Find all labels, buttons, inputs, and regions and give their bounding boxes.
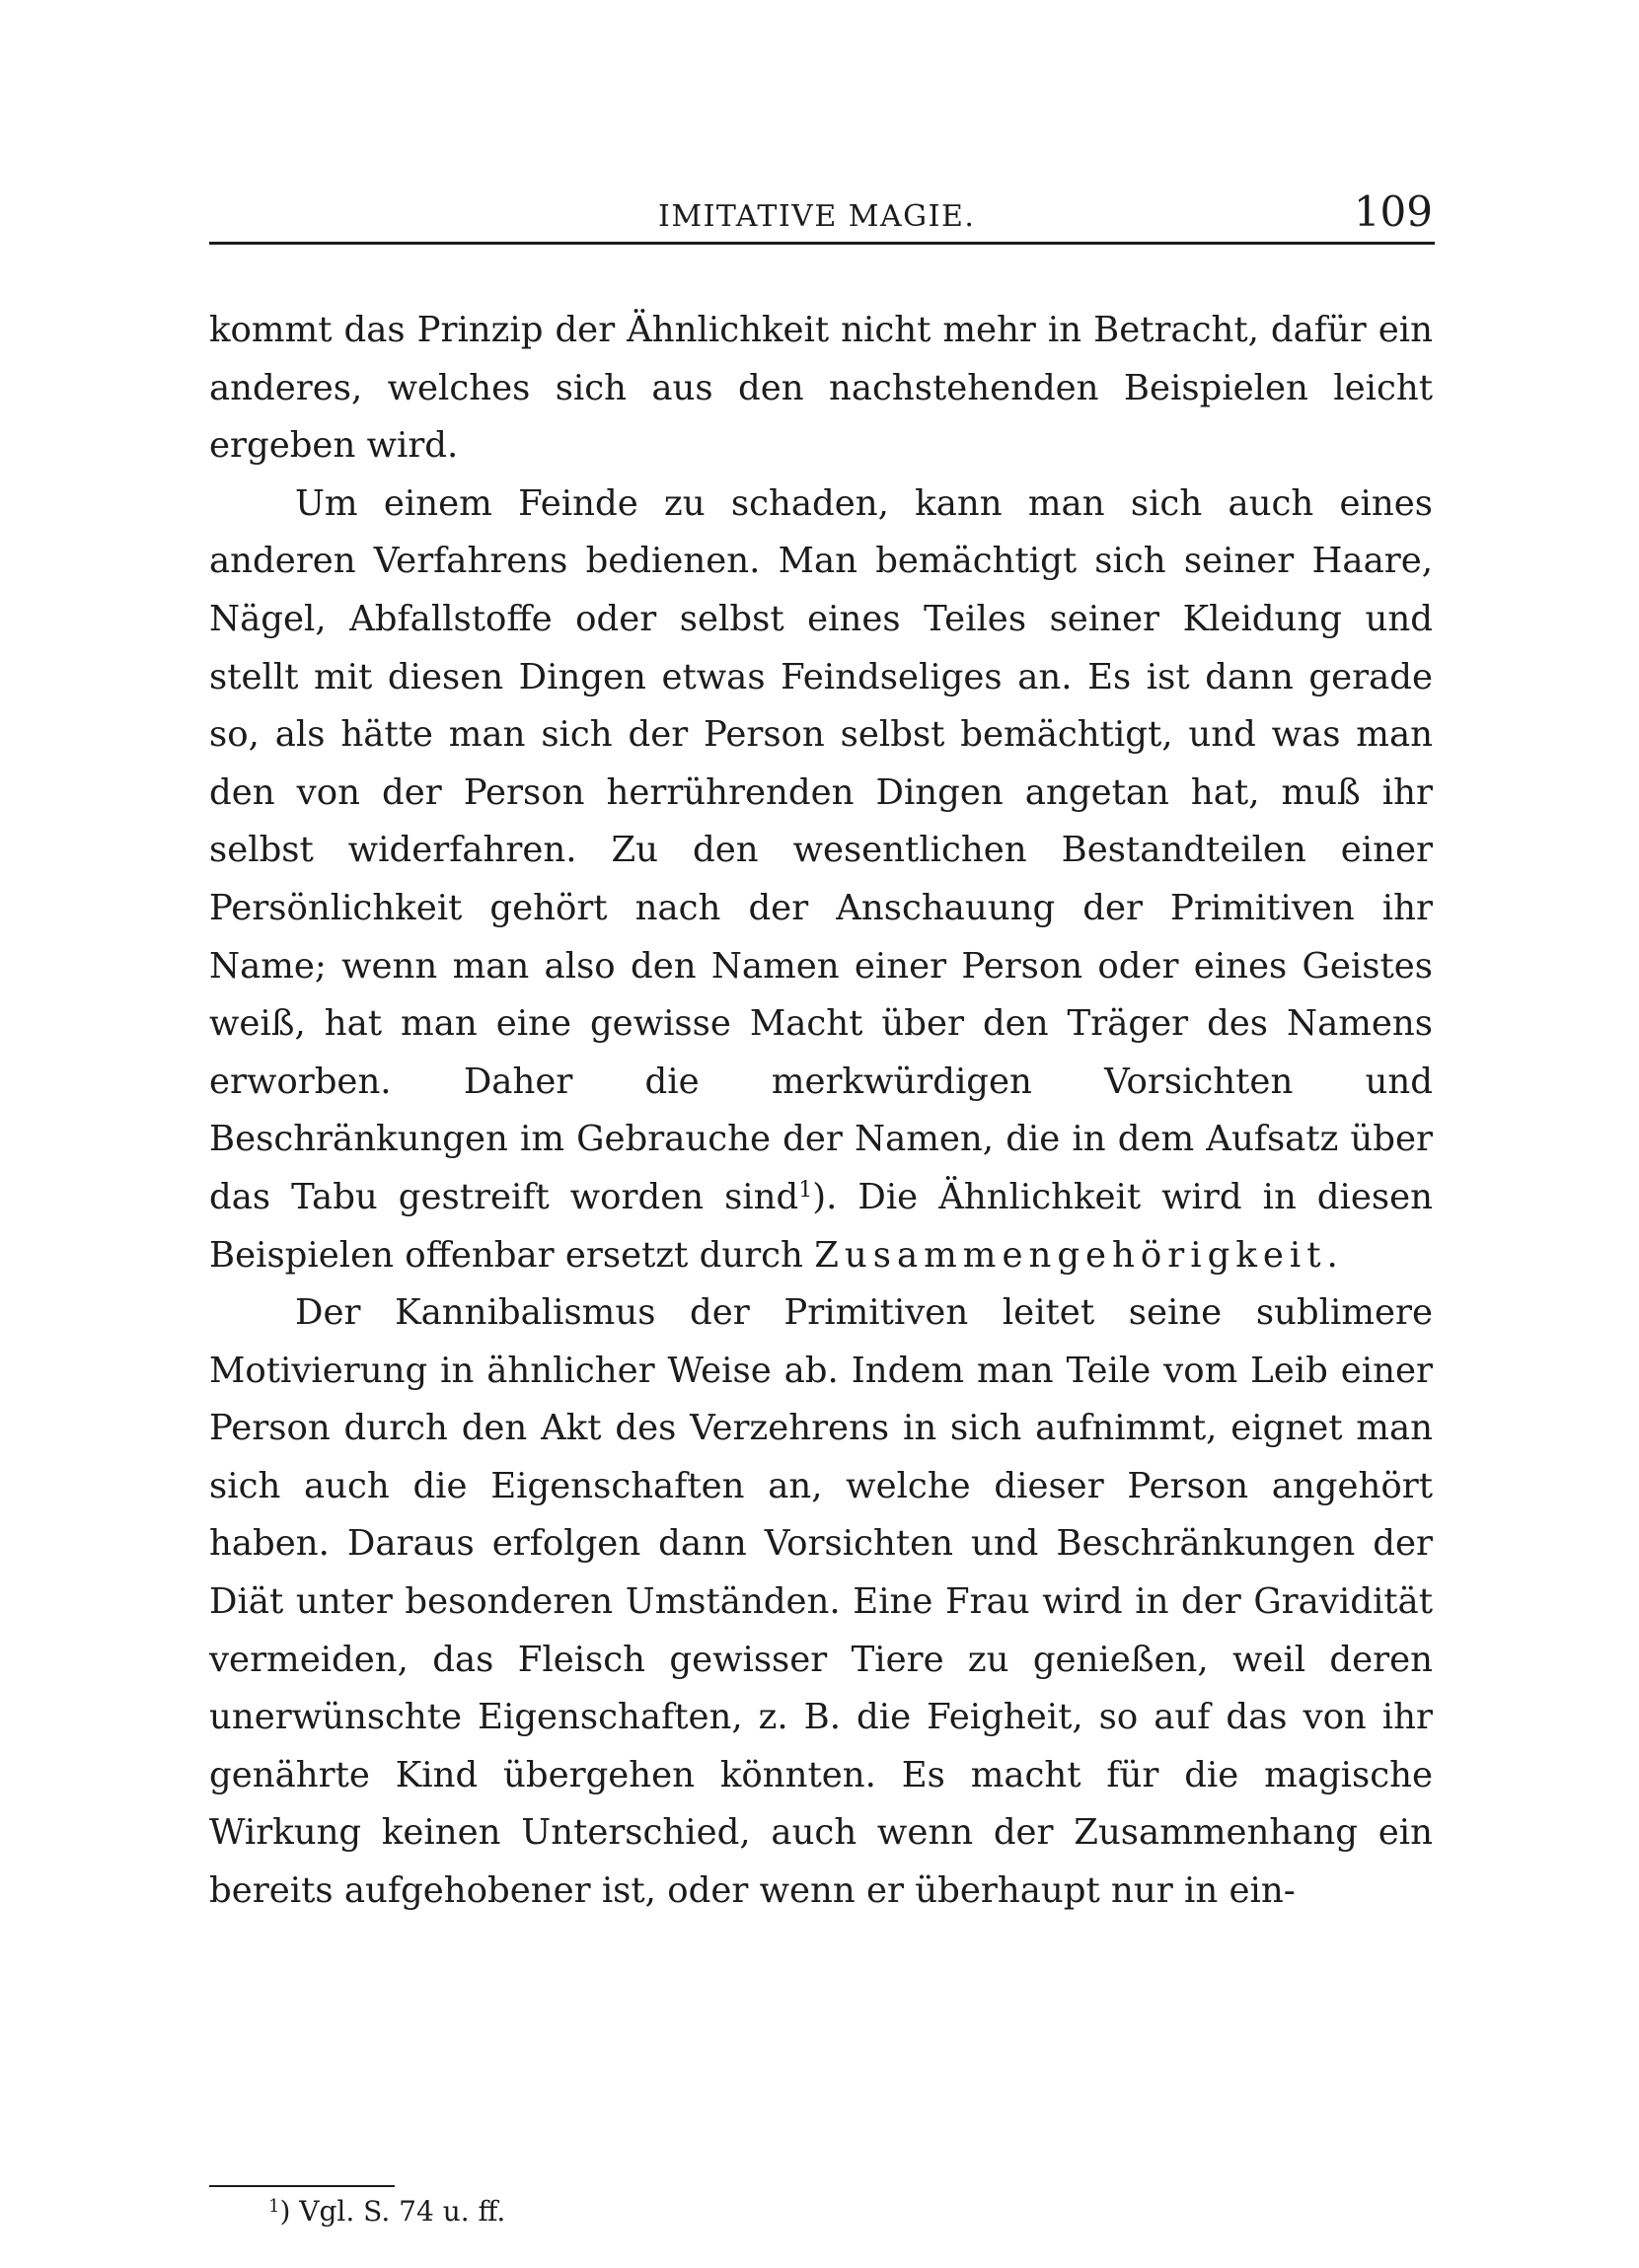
paragraph-1 bbox=[209, 302, 1433, 476]
footnote-mark: 1 bbox=[268, 2196, 280, 2217]
footnote bbox=[268, 2192, 505, 2231]
page-number: 109 bbox=[1353, 187, 1433, 236]
body-text bbox=[209, 302, 1433, 1921]
paragraph-2-text-a: Um einem Feinde zu schaden, kann man sich auch eines anderen Verfahrens bedienen. Man bemächtigt sich seiner Haare, Nägel, Abfallstoffe oder selbst eines Teiles seiner Kleidung und stellt mit diesen Dingen etwas Feindseliges an. Es ist dann gerade so, als hätte man sich der Person selbst bemächtigt, und was man den von der Person herrührenden Dingen angetan hat, muß ihr selbst widerfahren. Zu den wesentlichen Bestandteilen einer Persönlichkeit gehört nach der Anschauung der Primitiven ihr Name; wenn man also den Namen einer Person oder eines Geistes weiß, hat man eine gewisse Macht über den Träger des Namens erworben. Daher die merkwürdigen Vorsichten und Beschränkungen im Gebrauche der Namen, die in dem Aufsatz über das Tabu gestreift worden sind bbox=[209, 482, 1433, 1217]
running-title: IMITATIVE MAGIE. bbox=[658, 199, 976, 234]
paragraph-2-text-b: ). Die Ähnlichkeit wird in diesen Beispielen offenbar ersetzt durch bbox=[209, 1176, 1433, 1276]
header-rule bbox=[209, 242, 1435, 245]
paragraph-3 bbox=[209, 1284, 1433, 1921]
paragraph-2-text-c: . bbox=[1326, 1234, 1338, 1276]
footnote-rule bbox=[209, 2185, 395, 2187]
paragraph-3-text: Der Kannibalismus der Primitiven leitet seine sublimere Motivierung in ähnlicher Weise ab. Indem man Teile vom Leib einer Person durch den Akt des Verzehrens in sich aufnimmt, eignet man sich auch die Eigenschaften an, welche dieser Person angehört haben. Daraus erfolgen dann Vorsichten und Beschränkungen der Diät unter besonderen Umständen. Eine Frau wird in der Gravidität vermeiden, das Fleisch gewisser Tiere zu genießen, weil deren unerwünschte Eigenschaften, z. B. die Feigheit, so auf das von ihr genährte Kind übergehen könnten. Es macht für die magische Wirkung keinen Unterschied, auch wenn der Zusammenhang ein bereits aufgehobener ist, oder wenn er überhaupt nur in ein- bbox=[209, 1292, 1433, 1912]
footnote-text: ) Vgl. S. 74 u. ff. bbox=[279, 2195, 506, 2228]
paragraph-2 bbox=[209, 476, 1433, 1284]
emphasis-spaced: Zusammengehörigkeit bbox=[814, 1234, 1327, 1276]
running-header bbox=[209, 185, 1433, 241]
footnote-reference: 1 bbox=[798, 1177, 813, 1203]
paragraph-1-text: kommt das Prinzip der Ähnlichkeit nicht mehr in Betracht, dafür ein anderes, welches sich aus den nachstehenden Beispielen leicht ergeben wird. bbox=[209, 310, 1433, 467]
